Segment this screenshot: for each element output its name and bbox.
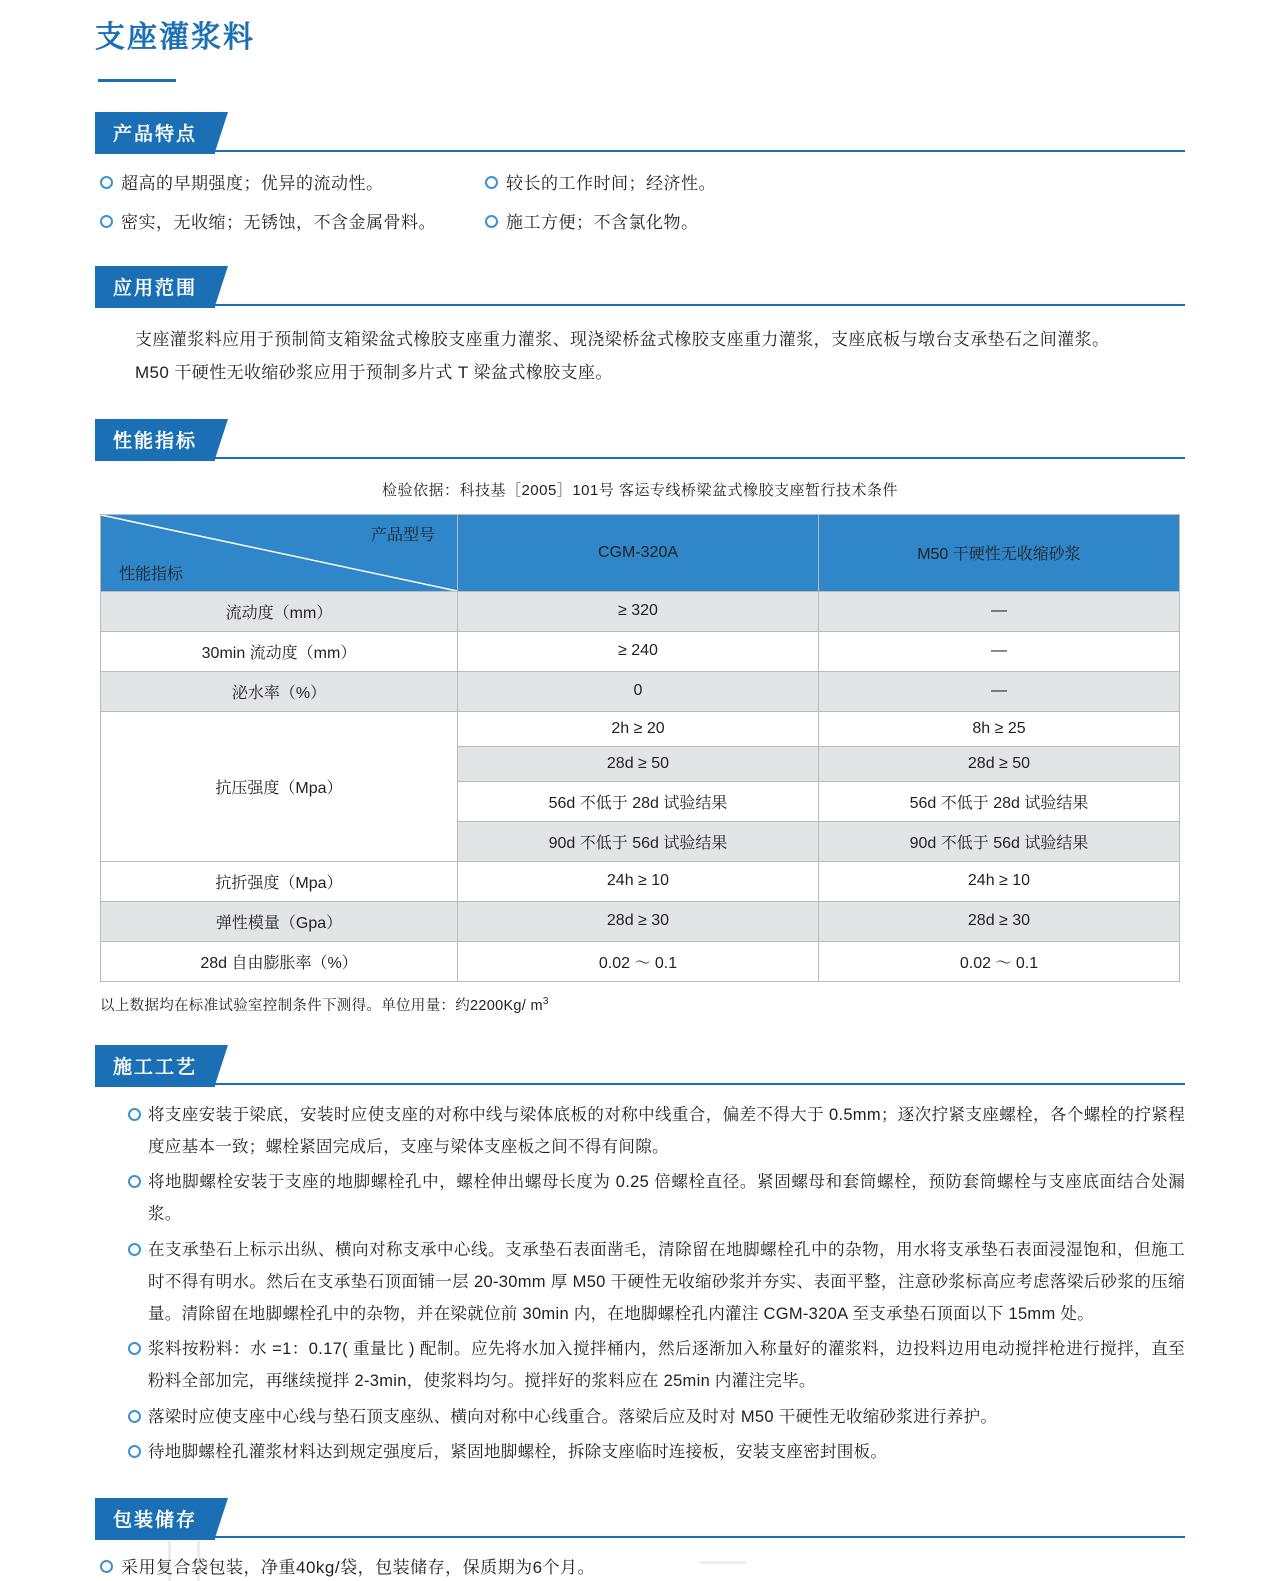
feature-text: 较长的工作时间；经济性。 — [506, 174, 716, 193]
page-title: 支座灌浆料 — [95, 21, 255, 54]
table-note: 检验依据：科技基［2005］101号 客运专线桥梁盆式橡胶支座暂行技术条件 — [381, 481, 899, 499]
section-header-performance — [95, 419, 1185, 459]
circle-bullet-icon — [128, 1410, 141, 1423]
circle-bullet-icon — [485, 176, 498, 189]
section-underline — [95, 1536, 1185, 1538]
section-tag-process: 施工工艺 — [95, 1045, 215, 1087]
section-underline — [95, 457, 1185, 459]
row-value-m50: 56d 不低于 28d 试验结果 — [819, 781, 1180, 821]
row-value-cgm: 56d 不低于 28d 试验结果 — [458, 781, 819, 821]
section-tag-application: 应用范围 — [95, 266, 215, 308]
table-row — [101, 711, 1180, 746]
process-step-text: 待地脚螺栓孔灌浆材料达到规定强度后，紧固地脚螺栓，拆除支座临时连接板，安装支座密封围板。 — [148, 1442, 888, 1461]
row-label: 流动度（mm） — [101, 591, 458, 631]
list-item — [100, 1166, 1185, 1230]
row-label-compressive-strength: 抗压强度（Mpa） — [101, 711, 458, 861]
circle-bullet-icon — [128, 1175, 141, 1188]
row-value-cgm: 0 — [458, 671, 819, 711]
corner-label-performance-index: 性能指标 — [119, 565, 184, 583]
section-features — [0, 112, 1280, 236]
row-label: 抗折强度（Mpa） — [101, 861, 458, 901]
section-underline — [95, 150, 1185, 152]
row-value-m50: 28d ≥ 50 — [819, 746, 1180, 781]
section-tag-performance: 性能指标 — [95, 419, 215, 461]
process-step-text: 浆料按粉料：水 =1：0.17( 重量比 ) 配制。应先将水加入搅拌桶内，然后逐渐加入称量好的灌浆料，边投料边用电动搅拌枪进行搅拌，直至粉料全部加完，再继续搅拌 2-3min，使浆料均匀。搅拌好的浆料应在 25min 内灌注完毕。 — [148, 1340, 1185, 1391]
row-label: 泌水率（%） — [101, 671, 458, 711]
title-underline-rule — [98, 79, 176, 82]
corner-label-product-model: 产品型号 — [370, 526, 435, 544]
list-item — [100, 1436, 1185, 1468]
circle-bullet-icon — [128, 1243, 141, 1256]
footer-watermark-center — [700, 1561, 746, 1567]
list-item — [100, 209, 485, 236]
section-application — [0, 266, 1280, 389]
circle-bullet-icon — [128, 1342, 141, 1355]
row-label: 弹性模量（Gpa） — [101, 901, 458, 941]
paragraph: 支座灌浆料应用于预制简支箱梁盆式橡胶支座重力灌浆、现浇梁桥盆式橡胶支座重力灌浆，支座底板与墩台支承垫石之间灌浆。 — [135, 330, 1110, 350]
row-value-m50: 28d ≥ 30 — [819, 901, 1180, 941]
circle-bullet-icon — [485, 215, 498, 228]
circle-bullet-icon — [128, 1108, 141, 1121]
packaging-list — [100, 1554, 1180, 1581]
row-value-cgm: 24h ≥ 10 — [458, 861, 819, 901]
section-tag-features: 产品特点 — [95, 112, 215, 154]
list-item — [485, 170, 1180, 197]
row-value-m50: 90d 不低于 56d 试验结果 — [819, 821, 1180, 861]
paragraph: M50 干硬性无收缩砂浆应用于预制多片式 T 梁盆式橡胶支座。 — [135, 362, 613, 382]
list-item — [100, 1099, 1185, 1163]
feature-text: 密实，无收缩；无锈蚀，不含金属骨料。 — [121, 213, 436, 233]
section-header-packaging — [95, 1498, 1185, 1538]
table-footnote-text: 以上数据均在标准试验室控制条件下测得。单位用量：约2200Kg/ m — [100, 997, 543, 1014]
section-header-features — [95, 112, 1185, 152]
circle-bullet-icon — [128, 1445, 141, 1458]
list-item — [100, 1333, 1185, 1397]
table-row — [101, 941, 1180, 981]
row-label: 28d 自由膨胀率（%） — [101, 941, 458, 981]
process-step-text: 将地脚螺栓安装于支座的地脚螺栓孔中，螺栓伸出螺母长度为 0.25 倍螺栓直径。紧固螺母和套筒螺栓，预防套筒螺栓与支座底面结合处漏浆。 — [148, 1173, 1185, 1224]
row-value-m50: 24h ≥ 10 — [819, 861, 1180, 901]
row-value-cgm: 2h ≥ 20 — [458, 711, 819, 746]
process-step-text: 落梁时应使支座中心线与垫石顶支座纵、横向对称中心线重合。落梁后应及时对 M50 干硬性无收缩砂浆进行养护。 — [148, 1407, 998, 1426]
row-value-m50: 8h ≥ 25 — [819, 711, 1180, 746]
feature-text: 施工方便；不含氯化物。 — [506, 213, 699, 233]
process-step-text: 在支承垫石上标示出纵、横向对称支承中心线。支承垫石表面凿毛，清除留在地脚螺栓孔中的杂物，用水将支承垫石表面浸湿饱和，但施工时不得有明水。然后在支承垫石顶面铺一层 20-30mm 厚 M50 干硬性无收缩砂浆并夯实、表面平整，注意砂浆标高应考虑落梁后砂浆的压缩量。清除留在地脚螺栓孔中的杂物，并在梁就位前 30min 内，在地脚螺栓孔内灌注 CGM-320A 至支承垫石顶面以下 15mm 处。 — [148, 1240, 1185, 1323]
section-header-process — [95, 1045, 1185, 1085]
list-item — [100, 170, 485, 197]
section-underline — [95, 1083, 1185, 1085]
application-paragraphs — [135, 324, 1180, 389]
row-value-cgm: 28d ≥ 30 — [458, 901, 819, 941]
table-col-header-cgm: CGM-320A — [458, 514, 819, 591]
row-value-cgm: ≥ 240 — [458, 631, 819, 671]
table-footnote — [100, 994, 1180, 1015]
process-step-text: 将支座安装于梁底，安装时应使支座的对称中线与梁体底板的对称中线重合，偏差不得大于 0.5mm；逐次拧紧支座螺栓，各个螺栓的拧紧程度应基本一致；螺栓紧固完成后，支座与梁体支座板之间不得有间隙。 — [148, 1105, 1185, 1157]
circle-bullet-icon — [100, 1560, 113, 1573]
row-value-cgm: 90d 不低于 56d 试验结果 — [458, 821, 819, 861]
row-value-m50: — — [819, 591, 1180, 631]
document-page — [0, 18, 1280, 1581]
features-list — [100, 170, 1180, 236]
section-tag-packaging: 包装储存 — [95, 1498, 215, 1540]
feature-text: 超高的早期强度；优异的流动性。 — [121, 174, 384, 193]
row-value-m50: — — [819, 631, 1180, 671]
list-item — [485, 209, 1180, 236]
table-row — [101, 631, 1180, 671]
row-value-m50: — — [819, 671, 1180, 711]
section-process — [0, 1045, 1280, 1468]
circle-bullet-icon — [100, 215, 113, 228]
table-header-row — [101, 514, 1180, 591]
footer-watermark-left — [168, 1541, 200, 1581]
table-row — [101, 861, 1180, 901]
row-value-m50: 0.02 ～ 0.1 — [819, 941, 1180, 981]
row-value-cgm: 0.02 ～ 0.1 — [458, 941, 819, 981]
list-item — [100, 1554, 1180, 1581]
packaging-text: 采用复合袋包装，净重40kg/袋，包装储存，保质期为6个月。 — [121, 1557, 596, 1577]
list-item — [100, 1401, 1185, 1433]
table-row — [101, 591, 1180, 631]
table-col-header-m50: M50 干硬性无收缩砂浆 — [819, 514, 1180, 591]
row-label: 30min 流动度（mm） — [101, 631, 458, 671]
section-underline — [95, 304, 1185, 306]
table-footnote-exponent: 3 — [542, 996, 549, 1008]
row-value-cgm: 28d ≥ 50 — [458, 746, 819, 781]
circle-bullet-icon — [100, 176, 113, 189]
list-item — [100, 1234, 1185, 1331]
section-performance — [0, 419, 1280, 1015]
row-value-cgm: ≥ 320 — [458, 591, 819, 631]
table-row — [101, 671, 1180, 711]
section-header-application — [95, 266, 1185, 306]
table-row — [101, 901, 1180, 941]
performance-table — [100, 514, 1180, 982]
process-list — [100, 1099, 1185, 1468]
table-corner-header — [101, 514, 458, 591]
